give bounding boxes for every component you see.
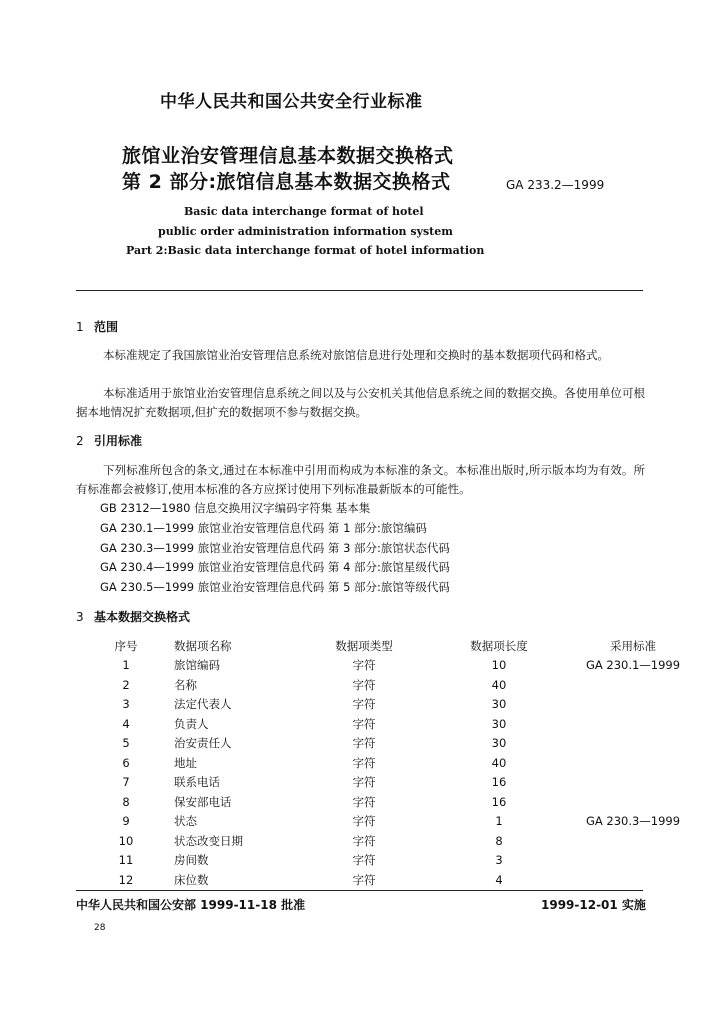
cell-seq: 12 xyxy=(118,872,134,887)
section-1-para-1: 本标准规定了我国旅馆业治安管理信息系统对旅馆信息进行处理和交换时的基本数据项代码和格式。 xyxy=(103,348,609,362)
table-row xyxy=(96,656,692,676)
standard-number: GA 233.2—1999 xyxy=(506,178,605,192)
section-3-heading xyxy=(76,608,190,625)
cell-length: 4 xyxy=(495,872,503,887)
effective-date: 1999-12-01 实施 xyxy=(541,898,646,912)
cell-seq: 9 xyxy=(122,814,130,829)
table-row xyxy=(96,851,692,871)
cell-standard xyxy=(574,714,692,734)
agency-header: 中华人民共和国公共安全行业标准 xyxy=(160,92,423,112)
title-en-line1: Basic data interchange format of hotel xyxy=(184,205,424,218)
cell-length: 10 xyxy=(491,658,507,673)
cell-length: 30 xyxy=(491,697,507,712)
cell-seq: 6 xyxy=(122,755,130,770)
page-number: 28 xyxy=(94,923,106,933)
col-header-type: 数据项类型 xyxy=(335,638,393,653)
table-row xyxy=(96,773,692,793)
cell-length: 40 xyxy=(491,677,507,692)
cell-name: 保安部电话 xyxy=(174,794,232,809)
ref-item: GA 230.5—1999 旅馆业治安管理信息代码 第 5 部分:旅馆等级代码 xyxy=(100,580,450,594)
cell-length: 1 xyxy=(495,814,503,829)
section-2-title: 引用标准 xyxy=(94,434,143,448)
section-1-heading xyxy=(76,318,118,335)
cell-type: 字符 xyxy=(352,716,376,731)
cell-length: 40 xyxy=(491,755,507,770)
cell-seq: 5 xyxy=(122,736,130,751)
cell-length: 30 xyxy=(491,736,507,751)
cell-seq: 11 xyxy=(118,853,134,868)
table-row xyxy=(96,792,692,812)
title-en-line2: public order administration information system xyxy=(158,225,453,238)
cell-standard: GA 230.3—1999 xyxy=(585,814,681,829)
cell-seq: 2 xyxy=(122,677,130,692)
cell-standard xyxy=(574,734,692,754)
section-1-number: 1 xyxy=(76,320,84,334)
cell-type: 字符 xyxy=(352,658,376,673)
table-row xyxy=(96,812,692,832)
cell-name: 负责人 xyxy=(174,716,209,731)
section-2-heading xyxy=(76,432,142,449)
cell-type: 字符 xyxy=(352,872,376,887)
table-row xyxy=(96,714,692,734)
cell-standard xyxy=(574,695,692,715)
bottom-divider xyxy=(76,890,643,891)
cell-type: 字符 xyxy=(352,794,376,809)
cell-seq: 8 xyxy=(122,794,130,809)
col-header-name: 数据项名称 xyxy=(174,638,232,653)
table-row xyxy=(96,695,692,715)
cell-name: 房间数 xyxy=(174,853,209,868)
table-row xyxy=(96,831,692,851)
cell-name: 名称 xyxy=(174,677,197,692)
cell-type: 字符 xyxy=(352,814,376,829)
cell-length: 3 xyxy=(495,853,503,868)
title-en-line3: Part 2:Basic data interchange format of hotel information xyxy=(126,244,485,257)
cell-seq: 7 xyxy=(122,775,130,790)
section-3-number: 3 xyxy=(76,610,84,624)
section-2-para-1: 下列标准所包含的条文,通过在本标准中引用而构成为本标准的条文。本标准出版时,所示版本均为有效。所有标准都会被修订,使用本标准的各方应探讨使用下列标准最新版本的可能性。 xyxy=(76,463,645,496)
table-row xyxy=(96,675,692,695)
cell-type: 字符 xyxy=(352,736,376,751)
title-zh-line1: 旅馆业治安管理信息基本数据交换格式 xyxy=(122,145,454,167)
cell-standard: GA 230.1—1999 xyxy=(585,658,681,673)
cell-type: 字符 xyxy=(352,775,376,790)
cell-seq: 1 xyxy=(122,658,130,673)
cell-standard xyxy=(574,675,692,695)
cell-type: 字符 xyxy=(352,853,376,868)
top-divider xyxy=(76,290,643,291)
cell-name: 状态 xyxy=(174,814,197,829)
cell-length: 16 xyxy=(491,775,507,790)
cell-length: 30 xyxy=(491,716,507,731)
section-2-number: 2 xyxy=(76,434,84,448)
cell-standard xyxy=(574,753,692,773)
cell-name: 旅馆编码 xyxy=(174,658,220,673)
cell-length: 8 xyxy=(495,833,503,848)
table-row xyxy=(96,870,692,890)
table-header-row xyxy=(96,636,692,656)
data-format-table xyxy=(96,636,692,890)
table-row xyxy=(96,734,692,754)
section-3-title: 基本数据交换格式 xyxy=(94,610,191,624)
cell-seq: 4 xyxy=(122,716,130,731)
section-1-title: 范围 xyxy=(94,320,119,334)
cell-name: 联系电话 xyxy=(174,775,220,790)
cell-seq: 10 xyxy=(118,833,134,848)
cell-name: 床位数 xyxy=(174,872,209,887)
cell-type: 字符 xyxy=(352,833,376,848)
ref-item: GA 230.3—1999 旅馆业治安管理信息代码 第 3 部分:旅馆状态代码 xyxy=(100,541,450,555)
cell-type: 字符 xyxy=(352,755,376,770)
ref-item: GA 230.4—1999 旅馆业治安管理信息代码 第 4 部分:旅馆星级代码 xyxy=(100,560,450,574)
cell-name: 状态改变日期 xyxy=(174,833,243,848)
cell-type: 字符 xyxy=(352,697,376,712)
cell-seq: 3 xyxy=(122,697,130,712)
cell-standard xyxy=(574,773,692,793)
col-header-standard: 采用标准 xyxy=(610,638,656,653)
title-zh-line2: 第 2 部分:旅馆信息基本数据交换格式 xyxy=(122,171,451,193)
cell-standard xyxy=(574,831,692,851)
table-row xyxy=(96,753,692,773)
col-header-length: 数据项长度 xyxy=(470,638,528,653)
approval-line: 中华人民共和国公安部 1999-11-18 批准 xyxy=(76,898,306,912)
cell-standard xyxy=(574,851,692,871)
ref-item: GA 230.1—1999 旅馆业治安管理信息代码 第 1 部分:旅馆编码 xyxy=(100,521,427,535)
cell-name: 治安责任人 xyxy=(174,736,232,751)
cell-standard xyxy=(574,792,692,812)
cell-length: 16 xyxy=(491,794,507,809)
cell-name: 法定代表人 xyxy=(174,697,232,712)
cell-standard xyxy=(574,870,692,890)
ref-item: GB 2312—1980 信息交换用汉字编码字符集 基本集 xyxy=(100,501,371,515)
cell-name: 地址 xyxy=(174,755,197,770)
section-1-para-2: 本标准适用于旅馆业治安管理信息系统之间以及与公安机关其他信息系统之间的数据交换。各使用单位可根据本地情况扩充数据项,但扩充的数据项不参与数据交换。 xyxy=(76,386,645,419)
col-header-seq: 序号 xyxy=(114,638,138,653)
cell-type: 字符 xyxy=(352,677,376,692)
